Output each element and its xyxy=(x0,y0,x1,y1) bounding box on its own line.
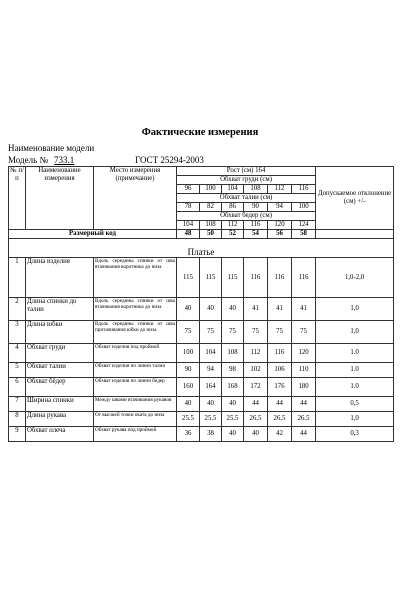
size-code: 54 xyxy=(244,230,268,239)
measurement-value: 110 xyxy=(292,363,316,378)
tolerance-value: 1.0 xyxy=(316,363,394,378)
measurement-value: 98 xyxy=(222,363,244,378)
row-number: 9 xyxy=(9,427,26,442)
size-code-blank xyxy=(316,230,394,239)
measurement-place: Обхват изделия под проймой xyxy=(94,344,177,363)
measurement-value: 26.5 xyxy=(292,412,316,427)
model-name-label: Наименование модели xyxy=(8,143,95,153)
measurement-value: 75 xyxy=(268,321,292,344)
header-name: Наименование измерения xyxy=(26,167,94,230)
measurement-value: 25.5 xyxy=(222,412,244,427)
measurement-value: 44 xyxy=(292,427,316,442)
header-chest: Обхват груди (см) xyxy=(177,176,316,185)
row-number: 8 xyxy=(9,412,26,427)
tolerance-value: 0,5 xyxy=(316,397,394,412)
measurements-table xyxy=(8,166,394,442)
section-title: Платье xyxy=(9,239,394,258)
tolerance-value: 1.0 xyxy=(316,344,394,363)
measurement-value: 40 xyxy=(177,298,200,321)
measurement-value: 120 xyxy=(292,344,316,363)
measurement-value: 116 xyxy=(268,258,292,298)
measurement-value: 25.5 xyxy=(200,412,222,427)
table-row xyxy=(9,344,394,363)
tolerance-value: 1,0 xyxy=(316,298,394,321)
tolerance-value: 1,0 xyxy=(316,321,394,344)
measurement-value: 40 xyxy=(200,397,222,412)
size-code: 50 xyxy=(200,230,222,239)
measurement-value: 40 xyxy=(244,427,268,442)
table-row xyxy=(9,321,394,344)
measurement-place: Обхват рукава под проймой xyxy=(94,427,177,442)
measurement-value: 40 xyxy=(222,427,244,442)
measurement-value: 26.5 xyxy=(244,412,268,427)
waist-value: 82 xyxy=(200,203,222,212)
measurement-value: 115 xyxy=(222,258,244,298)
measurement-place: От высшей точки оката до низа xyxy=(94,412,177,427)
table-row xyxy=(9,378,394,397)
hips-value: 120 xyxy=(268,221,292,230)
row-number: 1 xyxy=(9,258,26,298)
hips-value: 108 xyxy=(200,221,222,230)
header-height: Рост (см) 164 xyxy=(177,167,316,176)
waist-value: 100 xyxy=(292,203,316,212)
row-number: 3 xyxy=(9,321,26,344)
measurement-value: 180 xyxy=(292,378,316,397)
hips-value: 112 xyxy=(222,221,244,230)
measurement-value: 41 xyxy=(244,298,268,321)
measurement-value: 176 xyxy=(268,378,292,397)
row-number: 5 xyxy=(9,363,26,378)
measurement-value: 115 xyxy=(200,258,222,298)
table-row xyxy=(9,397,394,412)
measurement-value: 41 xyxy=(292,298,316,321)
gost-standard: ГОСТ 25294-2003 xyxy=(135,155,204,165)
measurement-value: 36 xyxy=(177,427,200,442)
hips-value: 104 xyxy=(177,221,200,230)
measurement-value: 42 xyxy=(268,427,292,442)
row-number: 2 xyxy=(9,298,26,321)
measurement-value: 160 xyxy=(177,378,200,397)
measurement-place: Вдоль середины спинки от шва втачивания воротника до низа xyxy=(94,298,177,321)
measurement-value: 116 xyxy=(268,344,292,363)
measurement-value: 26.5 xyxy=(268,412,292,427)
size-code-row xyxy=(9,230,394,239)
chest-value: 108 xyxy=(244,185,268,194)
measurement-value: 104 xyxy=(200,344,222,363)
table-row xyxy=(9,363,394,378)
table-row xyxy=(9,412,394,427)
measurement-value: 75 xyxy=(200,321,222,344)
chest-value: 112 xyxy=(268,185,292,194)
waist-value: 94 xyxy=(268,203,292,212)
table-row xyxy=(9,427,394,442)
waist-value: 78 xyxy=(177,203,200,212)
measurement-value: 116 xyxy=(244,258,268,298)
measurement-value: 94 xyxy=(200,363,222,378)
chest-value: 100 xyxy=(200,185,222,194)
measurement-name: Длина спинки до талии xyxy=(26,298,94,321)
measurement-value: 108 xyxy=(222,344,244,363)
header-tolerance: Допускаемое отклонение (см) +/- xyxy=(316,167,394,230)
measurement-value: 106 xyxy=(268,363,292,378)
measurement-value: 112 xyxy=(244,344,268,363)
model-number: 733.1 xyxy=(54,155,75,165)
row-number: 7 xyxy=(9,397,26,412)
header-hips: Обхват бедер (см) xyxy=(177,212,316,221)
tolerance-value: 1,0 xyxy=(316,412,394,427)
row-number: 4 xyxy=(9,344,26,363)
chest-value: 96 xyxy=(177,185,200,194)
measurement-place: Обхват изделия по линии бёдер xyxy=(94,378,177,397)
measurement-value: 75 xyxy=(244,321,268,344)
chest-value: 104 xyxy=(222,185,244,194)
measurement-place: Между швами втачивания рукавов xyxy=(94,397,177,412)
measurement-place: Вдоль середины спинки от шва втачивания воротника до низа xyxy=(94,258,177,298)
measurement-name: Длина рукава xyxy=(26,412,94,427)
measurement-value: 40 xyxy=(222,397,244,412)
measurement-value: 102 xyxy=(244,363,268,378)
measurement-value: 168 xyxy=(222,378,244,397)
measurement-place: Вдоль середины спинки от шва притачивания юбки до низа xyxy=(94,321,177,344)
measurement-value: 172 xyxy=(244,378,268,397)
measurement-value: 40 xyxy=(177,397,200,412)
measurement-name: Обхват плеча xyxy=(26,427,94,442)
measurement-value: 100 xyxy=(177,344,200,363)
measurement-value: 90 xyxy=(177,363,200,378)
table-row xyxy=(9,298,394,321)
table-row xyxy=(9,258,394,298)
hips-value: 124 xyxy=(292,221,316,230)
measurement-value: 38 xyxy=(200,427,222,442)
size-code: 48 xyxy=(177,230,200,239)
tolerance-value: 1,0-2,0 xyxy=(316,258,394,298)
measurement-value: 44 xyxy=(268,397,292,412)
hips-value: 116 xyxy=(244,221,268,230)
measurement-name: Обхват груди xyxy=(26,344,94,363)
measurement-place: Обхват изделия по линии талии xyxy=(94,363,177,378)
measurement-value: 75 xyxy=(292,321,316,344)
measurement-value: 44 xyxy=(292,397,316,412)
header-waist: Обхват талии (см) xyxy=(177,194,316,203)
measurement-name: Длина изделия xyxy=(26,258,94,298)
model-number-line xyxy=(8,155,74,165)
measurement-value: 44 xyxy=(244,397,268,412)
size-code: 56 xyxy=(268,230,292,239)
page-title: Фактические измерения xyxy=(141,127,259,138)
model-number-label: Модель № xyxy=(8,155,49,165)
measurement-value: 164 xyxy=(200,378,222,397)
measurement-name: Ширина спинки xyxy=(26,397,94,412)
row-number: 6 xyxy=(9,378,26,397)
measurement-value: 75 xyxy=(177,321,200,344)
chest-value: 116 xyxy=(292,185,316,194)
measurement-value: 116 xyxy=(292,258,316,298)
measurement-value: 41 xyxy=(268,298,292,321)
measurement-name: Обхват бёдер xyxy=(26,378,94,397)
measurement-value: 75 xyxy=(222,321,244,344)
tolerance-value: 1.0 xyxy=(316,378,394,397)
header-num: № п/п xyxy=(9,167,26,230)
tolerance-value: 0,3 xyxy=(316,427,394,442)
size-code: 52 xyxy=(222,230,244,239)
size-code-label: Размерный код xyxy=(9,230,177,239)
measurement-name: Обхват талии xyxy=(26,363,94,378)
measurement-value: 40 xyxy=(200,298,222,321)
measurement-value: 115 xyxy=(177,258,200,298)
waist-value: 86 xyxy=(222,203,244,212)
measurement-name: Длина юбки xyxy=(26,321,94,344)
header-place: Место измерения (примечание) xyxy=(94,167,177,230)
waist-value: 90 xyxy=(244,203,268,212)
size-code: 58 xyxy=(292,230,316,239)
measurement-value: 40 xyxy=(222,298,244,321)
measurement-value: 25.5 xyxy=(177,412,200,427)
